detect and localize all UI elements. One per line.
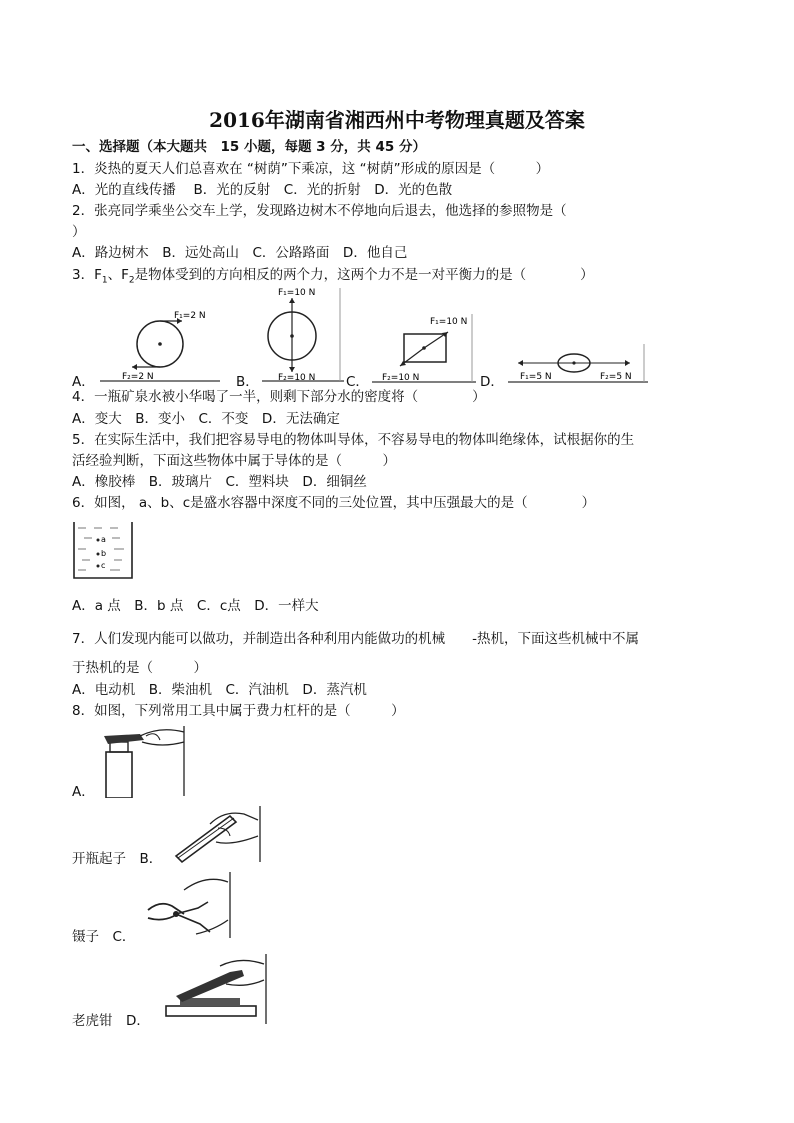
q6-water-container-figure	[72, 520, 134, 582]
fig-c-f2-label: F₂=10 N	[382, 373, 420, 383]
q3-figure-b	[262, 284, 344, 384]
q3-label-d: D．	[480, 374, 504, 390]
q8-label-d: 老虎钳 D．	[72, 1013, 150, 1029]
section-heading: 一、选择题（本大题共 15 小题，每题 3 分，共 45 分）	[72, 139, 426, 155]
q8-label-c: 镊子 C．	[72, 929, 136, 945]
pliers-image	[140, 872, 232, 940]
q3-label-a: A．	[72, 374, 95, 390]
fig-a-f1-label: F₁=2 N	[174, 311, 206, 321]
q3-stem: 3．$F_1$、$F_2$是物体受到的方向相反的两个力，这两个力不是一对平衡力的是（ ）	[72, 267, 594, 286]
q8-label-a: A．	[72, 784, 95, 800]
q6-stem: 6．如图， a、b、c是盛水容器中深度不同的三处位置，其中压强最大的是（ ）	[72, 495, 596, 511]
q2-options: A．路边树木 B．远处高山 C．公路路面 D．他自己	[72, 245, 408, 261]
fig-b-f1-label: F₁=10 N	[278, 288, 316, 298]
q5-stem: 5．在实际生活中，我们把容易导电的物体叫导体，不容易导电的物体叫绝缘体，试根据你的生	[72, 432, 635, 448]
point-b-label: b	[101, 549, 107, 558]
point-c-label: c	[101, 561, 106, 570]
q2-stem-cont: ）	[72, 224, 86, 240]
q1-options: A．光的直线传播 B．光的反射 C．光的折射 D．光的色散	[72, 182, 453, 198]
lever-tool-image	[160, 954, 270, 1026]
fig-d-f2-label: F₂=5 N	[600, 372, 632, 382]
q4-stem: 4．一瓶矿泉水被小华喝了一半，则剩下部分水的密度将（ ）	[72, 389, 486, 405]
q3-figure-a	[100, 300, 220, 384]
q2-stem: 2．张亮同学乘坐公交车上学，发现路边树木不停地向后退去，他选择的参照物是（	[72, 203, 567, 219]
q8-label-b: 开瓶起子 B．	[72, 851, 163, 867]
q5-stem-cont: 活经验判断，下面这些物体中属于导体的是（ ）	[72, 453, 396, 469]
q6-options: A．a 点 B．b 点 C．c点 D．一样大	[72, 598, 319, 614]
q5-options: A．橡胶棒 B．玻璃片 C．塑料块 D．细铜丝	[72, 474, 367, 490]
q3-label-c: C．	[346, 374, 369, 390]
q3-label-b: B．	[236, 374, 259, 390]
q1-stem: 1．炎热的夏天人们总喜欢在 “树荫”下乘凉，这 “树荫”形成的原因是（ ）	[72, 161, 550, 177]
fig-b-f2-label: F₂=10 N	[278, 373, 316, 383]
tweezers-image	[170, 806, 262, 864]
fig-d-f1-label: F₁=5 N	[520, 372, 552, 382]
q3-figure-c	[372, 312, 476, 384]
q4-options: A．变大 B．变小 C．不变 D．无法确定	[72, 411, 340, 427]
q3-figure-d	[508, 342, 648, 384]
q8-stem: 8．如图，下列常用工具中属于费力杠杆的是（ ）	[72, 703, 405, 719]
bottle-opener-image	[100, 726, 186, 798]
point-a-label: a	[101, 535, 106, 544]
fig-c-f1-label: F₁=10 N	[430, 317, 468, 327]
fig-a-f2-label: F₂=2 N	[122, 372, 154, 382]
q7-stem-cont: 于热机的是（ ）	[72, 660, 207, 676]
page-title: 2016年湖南省湘西州中考物理真题及答案	[209, 108, 585, 132]
q7-stem: 7．人们发现内能可以做功，并制造出各种利用内能做功的机械 -热机，下面这些机械中不属	[72, 631, 639, 647]
q7-options: A．电动机 B．柴油机 C．汽油机 D．蒸汽机	[72, 682, 367, 698]
